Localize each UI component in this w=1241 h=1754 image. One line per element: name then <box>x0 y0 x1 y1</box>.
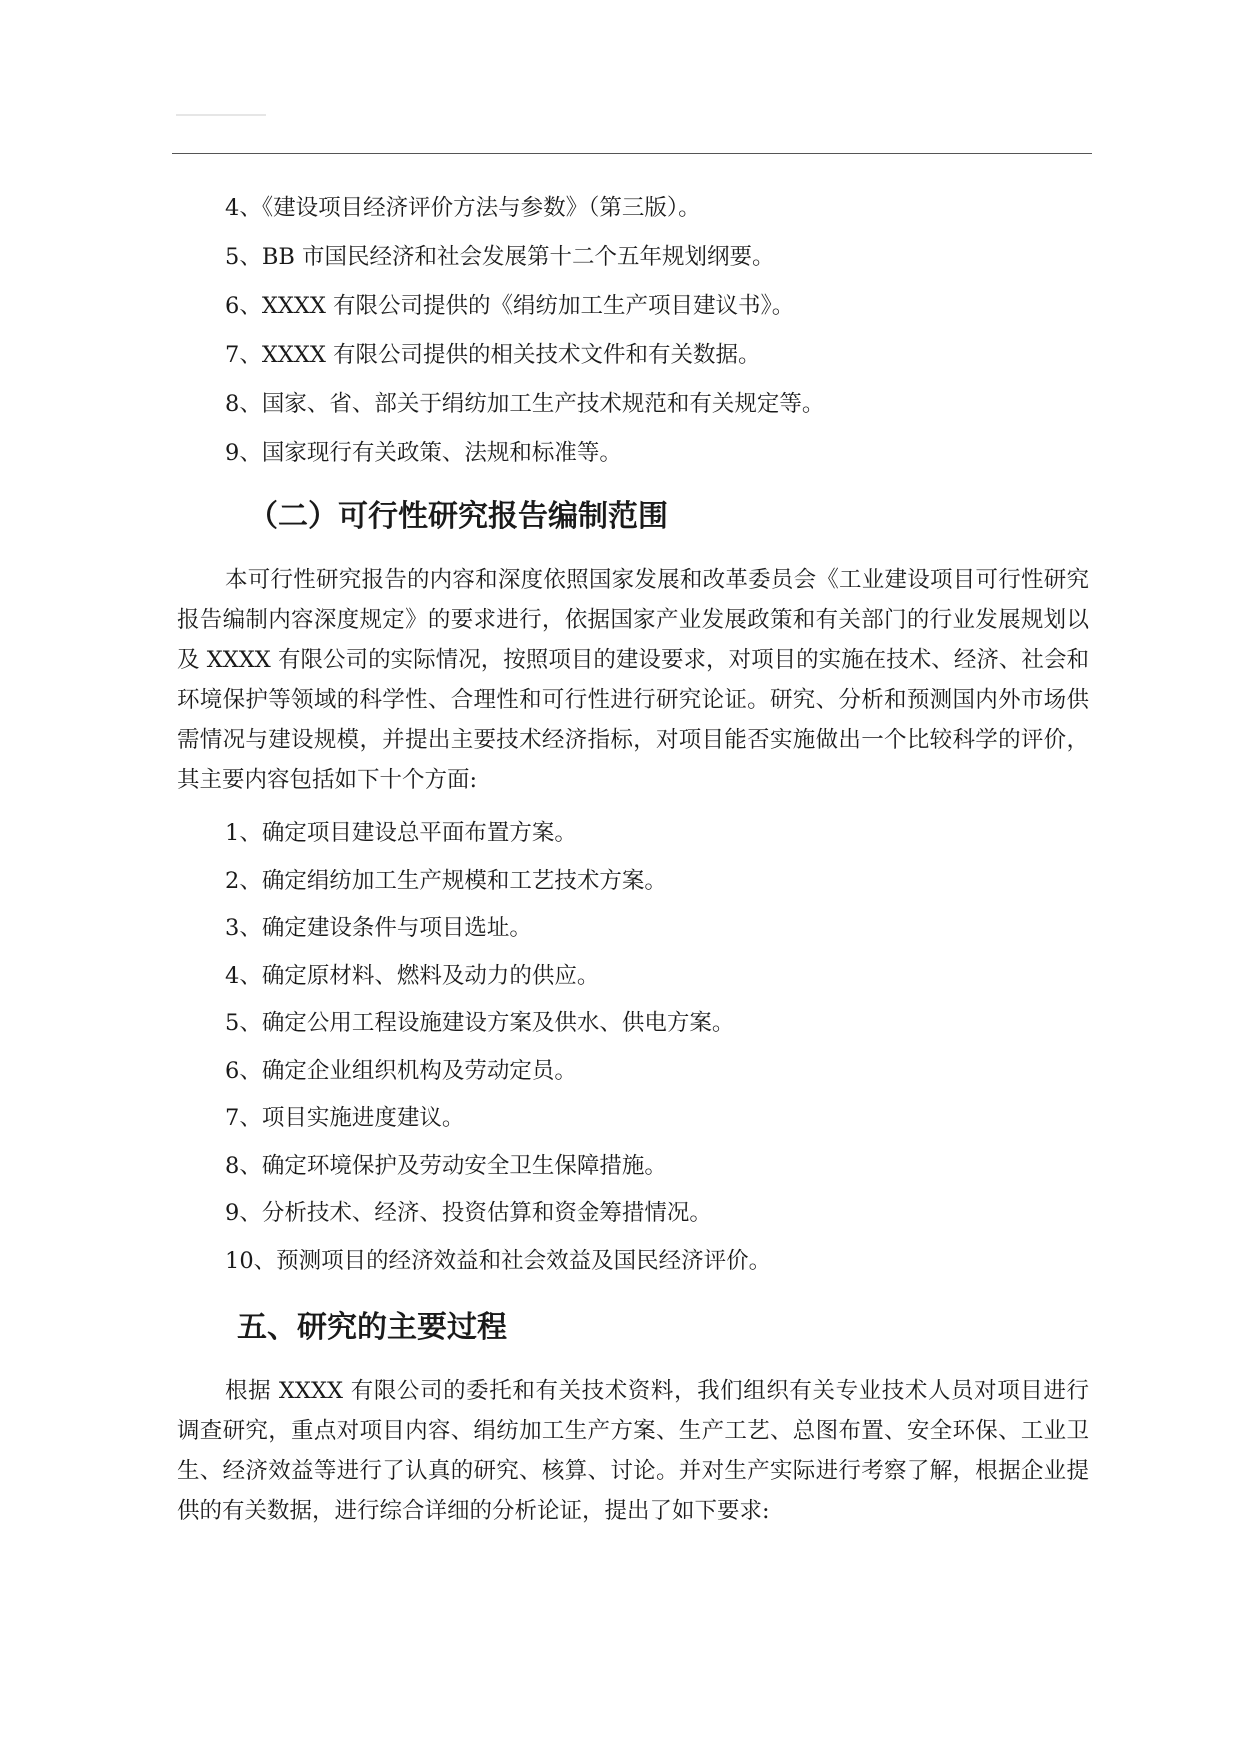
process-paragraph: 根据 XXXX 有限公司的委托和有关技术资料，我们组织有关专业技术人员对项目进行调查研究，重点对项目内容、绢纺加工生产方案、生产工艺、总图布置、安全环保、工业卫生、经济效益等进行了认真的研究、核算、讨论。并对生产实际进行考察了解，根据企业提供的有关数据，进行综合详细的分析论证，提出了如下要求: <box>177 1378 1089 1524</box>
list-item: 3、确定建设条件与项目选址。 <box>225 915 532 941</box>
list-item: 9、分析技术、经济、投资估算和资金筹措情况。 <box>225 1200 712 1226</box>
list-item: 6、确定企业组织机构及劳动定员。 <box>225 1057 577 1084</box>
list-item: 7、XXXX 有限公司提供的相关技术文件和有关数据。 <box>225 342 761 368</box>
section-heading-scope: （二）可行性研究报告编制范围 <box>248 499 668 534</box>
list-item: 5、确定公用工程设施建设方案及供水、供电方案。 <box>225 1010 735 1036</box>
list-item: 6、XXXX 有限公司提供的《绢纺加工生产项目建议书》。 <box>225 293 795 319</box>
list-item: 10、预测项目的经济效益和社会效益及国民经济评价。 <box>225 1247 772 1274</box>
scope-list <box>177 810 1089 1285</box>
list-item: 7、项目实施进度建议。 <box>225 1105 465 1131</box>
reference-list <box>177 184 1089 478</box>
list-item: 5、BB 市国民经济和社会发展第十二个五年规划纲要。 <box>225 244 775 270</box>
list-item: 8、确定环境保护及劳动安全卫生保障措施。 <box>225 1152 667 1179</box>
list-item: 8、国家、省、部关于绢纺加工生产技术规范和有关规定等。 <box>225 391 825 417</box>
list-item: 4、《建设项目经济评价方法与参数》（第三版）。 <box>225 195 701 221</box>
list-item: 9、国家现行有关政策、法规和标准等。 <box>225 440 622 466</box>
list-item: 2、确定绢纺加工生产规模和工艺技术方案。 <box>225 867 667 894</box>
section-heading-process: 五、研究的主要过程 <box>237 1310 507 1345</box>
header-text-faint <box>176 114 266 116</box>
header-rule <box>172 153 1092 154</box>
list-item: 4、确定原材料、燃料及动力的供应。 <box>225 962 600 989</box>
list-item: 1、确定项目建设总平面布置方案。 <box>225 820 577 846</box>
page-body <box>177 184 1089 1541</box>
scope-paragraph: 本可行性研究报告的内容和深度依照国家发展和改革委员会《工业建设项目可行性研究报告编制内容深度规定》的要求进行，依据国家产业发展政策和有关部门的行业发展规划以及 XXXX 有限公司的实际情况，按照项目的建设要求，对项目的实施在技术、经济、社会和环境保护等领域的科学性、合理性和可行性进行研究论证。研究、分析和预测国内外市场供需情况与建设规模，并提出主要技术经济指标，对项目能否实施做出一个比较科学的评价，其主要内容包括如下十个方面: <box>177 567 1089 793</box>
